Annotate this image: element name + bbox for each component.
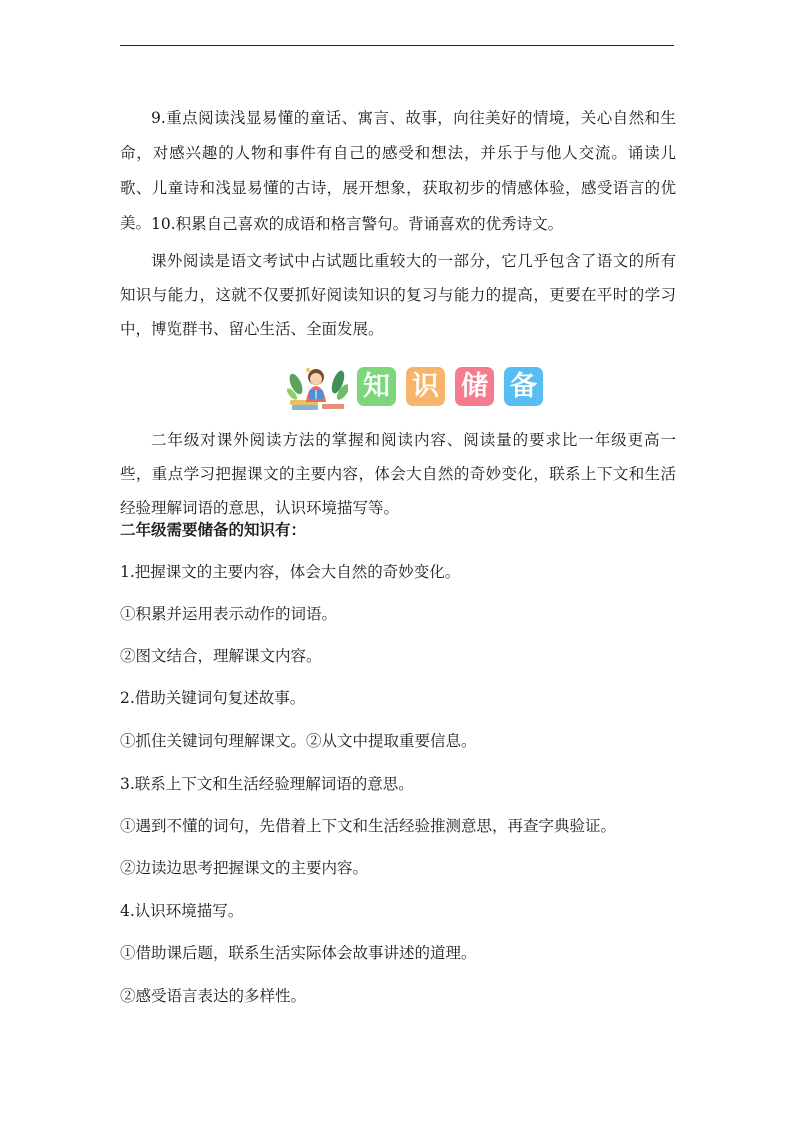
section-banner-knowledge-reserve [286,362,548,412]
list-item: 4.认识环境描写。 [120,902,244,920]
list-item: 1.把握课文的主要内容，体会大自然的奇妙变化。 [120,563,461,581]
list-item: ②边读边思考把握课文的主要内容。 [120,859,369,877]
section-title: 二年级需要储备的知识有： [120,520,307,539]
list-item: ②感受语言表达的多样性。 [120,987,307,1005]
list-item: ①抓住关键词句理解课文。②从文中提取重要信息。 [120,732,477,750]
list-item: ①遇到不懂的词句，先借着上下文和生活经验推测意思，再查字典验证。 [120,817,617,835]
list-item: ①积累并运用表示动作的词语。 [120,605,338,623]
paragraph-goal-9: 9.重点阅读浅显易懂的童话、寓言、故事，向往美好的情境，关心自然和生命，对感兴趣的人物和事件有自己的感受和想法，并乐于与他人交流。诵读儿歌、儿童诗和浅显易懂的古诗，展开想象，获取初步的情感体验，感受语言的优美。 [120,109,676,232]
list-item: ②图文结合，理解课文内容。 [120,647,322,665]
girl-reading-books-icon [286,362,348,412]
header-rule [120,45,674,46]
banner-char-tile: 储 [455,367,494,406]
banner-char-tile: 识 [406,367,445,406]
list-item: 3.联系上下文和生活经验理解词语的意思。 [120,775,414,793]
list-item: 2.借助关键词句复述故事。 [120,689,306,707]
banner-char-tile: 备 [504,367,543,406]
paragraph-goal-10: 10.积累自己喜欢的成语和格言警句。背诵喜欢的优秀诗文。 [151,215,564,233]
list-item: ①借助课后题，联系生活实际体会故事讲述的道理。 [120,944,477,962]
banner-char-tile: 知 [357,367,396,406]
paragraph-grade2-intro: 二年级对课外阅读方法的掌握和阅读内容、阅读量的要求比一年级更高一些，重点学习把握课文的主要内容，体会大自然的奇妙变化，联系上下文和生活经验理解词语的意思，认识环境描写等。 [120,431,676,517]
paragraph-reading-importance: 课外阅读是语文考试中占试题比重较大的一部分，它几乎包含了语文的所有知识与能力，这就不仅要抓好阅读知识的复习与能力的提高，更要在平时的学习中，博览群书、留心生活、全面发展。 [120,252,676,338]
